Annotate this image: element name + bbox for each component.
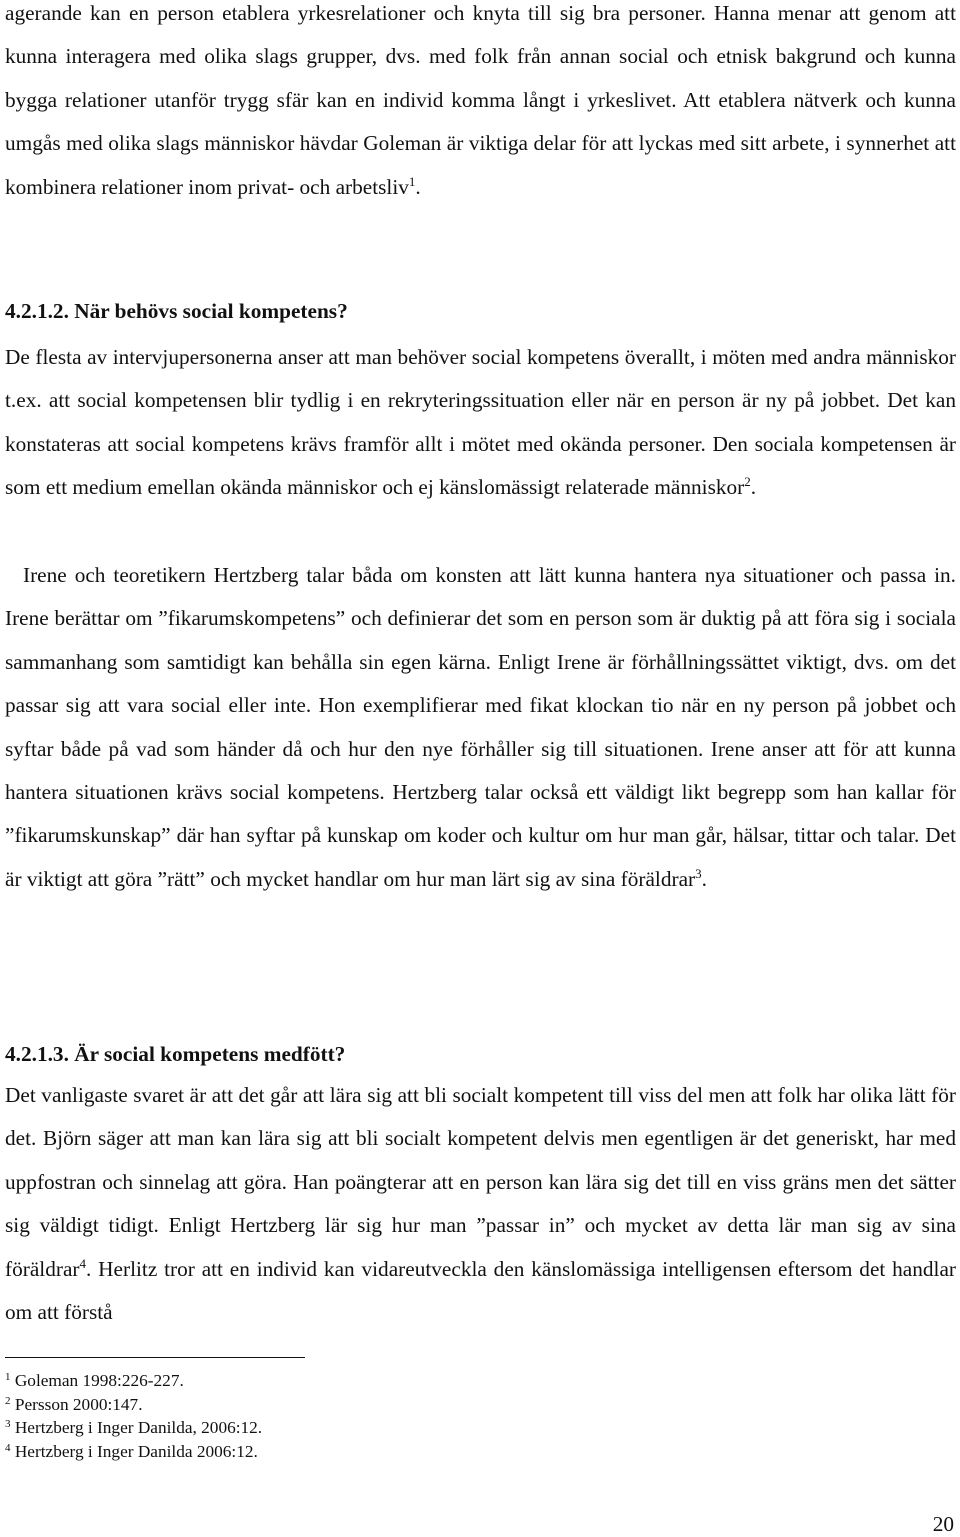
footnote-item: [5, 1440, 262, 1464]
footnote-number: 3: [5, 1418, 11, 1431]
footnote-text: Hertzberg i Inger Danilda, 2006:12.: [14, 1418, 263, 1438]
paragraph-text: agerande kan en person etablera yrkesrelationer och knyta till sig bra personer. Hanna menar att genom att kunna interagera med olika slags grupper, dvs. med folk från annan social och etnisk bakgrund och kunna bygga relationer utanför trygg sfär kan en individ komma långt i yrkeslivet. Att etablera nätverk och kunna umgås med olika slags människor hävdar Goleman är viktiga delar för att lyckas med sitt arbete, i synnerhet att kombinera relationer inom privat- och arbetsliv: [5, 1, 956, 199]
footnote-reference: 1: [408, 173, 416, 189]
footnote-number: 2: [5, 1394, 11, 1407]
paragraph-text: . Herlitz tror att en individ kan vidareutveckla den känslomässiga intelligensen eftersom det handlar om att förstå: [5, 1256, 956, 1325]
footnote-text: Hertzberg i Inger Danilda 2006:12.: [14, 1442, 258, 1462]
body-paragraph-4: [5, 1074, 956, 1334]
paragraph-text: .: [750, 475, 757, 500]
footnote-reference: 2: [744, 474, 751, 490]
page-number: 20: [932, 1512, 954, 1536]
section-heading-4-2-1-3: 4.2.1.3. Är social kompetens medfött?: [5, 1042, 346, 1066]
footnote-item: [5, 1369, 262, 1393]
body-paragraph-2: [5, 336, 956, 510]
footnote-number: 4: [5, 1442, 11, 1455]
paragraph-text: De flesta av intervjupersonerna anser att man behöver social kompetens överallt, i möten med andra människor t.ex. att social kompetensen blir tydlig i en rekryteringssituation eller när en person är ny på jobbet. Det kan konstateras att social kompetens krävs framför allt i mötet med okända personer. Den sociala kompetensen är som ett medium emellan okända människor och ej känslomässigt relaterade människor: [5, 345, 956, 500]
footnote-reference: 3: [695, 866, 702, 882]
document-page: [5, 0, 956, 1537]
paragraph-text: Det vanligaste svaret är att det går att lära sig att bli socialt kompetent till viss del men att folk har olika lätt för det. Björn säger att man kan lära sig att bli socialt kompetent delvis men egentligen är det generiskt, har med uppfostran och sinnelag att göra. Han poängterar att en person kan lära sig det till en viss gräns men det sätter sig väldigt tidigt. Enligt Hertzberg lär sig hur man ”passar in” och mycket av detta lär man sig av sina föräldrar: [5, 1083, 956, 1281]
footnote-item: [5, 1393, 262, 1417]
footnote-list: [5, 1369, 262, 1464]
paragraph-text: .: [701, 866, 707, 891]
paragraph-text: .: [415, 174, 421, 199]
footnote-separator: [5, 1357, 305, 1358]
footnote-reference: 4: [79, 1255, 86, 1271]
footnote-text: Persson 2000:147.: [14, 1394, 143, 1414]
body-paragraph-3: [5, 554, 956, 901]
section-heading-4-2-1-2: 4.2.1.2. När behövs social kompetens?: [5, 299, 348, 323]
footnote-text: Goleman 1998:226-227.: [14, 1371, 184, 1390]
paragraph-text: Irene och teoretikern Hertzberg talar båda om konsten att lätt kunna hantera nya situationer och passa in. Irene berättar om ”fikarumskompetens” och definierar det som en person som är duktig på att föra sig i sociala sammanhang som samtidigt kan behålla sin egen kärna. Enligt Irene är förhållningssättet viktigt, dvs. om det passar sig att vara social eller inte. Hon exemplifierar med fikat klockan tio när en ny person på jobbet och syftar både på vad som händer då och hur den nye förhåller sig till situationen. Irene anser att för att kunna hantera situationen krävs social kompetens. Hertzberg talar också ett väldigt likt begrepp som han kallar för ”fikarumskunskap” där han syftar på kunskap om koder och kultur om hur man går, hälsar, tittar och talar. Det är viktigt att göra ”rätt” och mycket handlar om hur man lärt sig av sina föräldrar: [5, 563, 956, 891]
footnote-item: [5, 1416, 262, 1440]
footnote-number: 1: [5, 1370, 11, 1383]
body-paragraph-1: [5, 0, 956, 209]
